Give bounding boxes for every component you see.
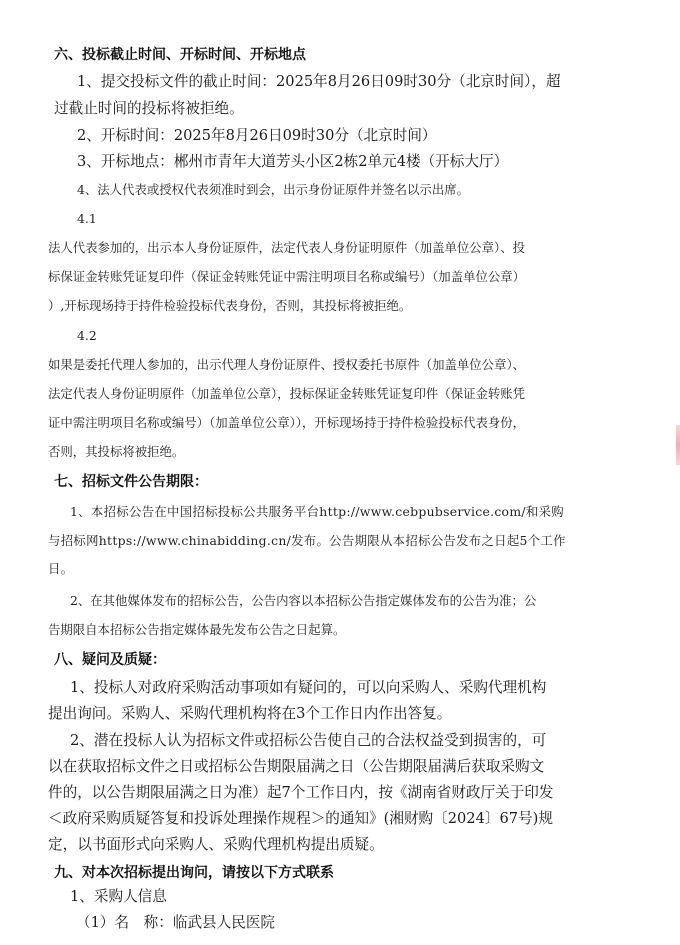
section-6-item-1-line-2: 过截止时间的投标将被拒绝。 [54, 100, 244, 117]
scan-edge-mark [676, 425, 680, 465]
clause-4-1-line-3: ）,开标现场持于持件检验投标代表身份，否则，其投标将被拒绝。 [48, 298, 412, 313]
section-9-item-1: 1、采购人信息 [70, 888, 167, 905]
clause-4-2-line-2: 法定代表人身份证明原件（加盖单位公章），投标保证金转账凭证复印件（保证金转账凭 [48, 386, 526, 401]
section-8-item-2-line-4: ＜政府采购质疑答复和投诉处理操作规程＞的通知》(湘财购〔2024〕67号)规 [48, 810, 553, 827]
section-8-item-2-line-5: 定，以书面形式向采购人、采购代理机构提出质疑。 [48, 836, 384, 853]
clause-4-2-line-1: 如果是委托代理人参加的，出示代理人身份证原件、授权委托书原件（加盖单位公章）、 [48, 357, 526, 372]
section-8-item-2-line-3: 件的，以公告期限届满之日为准）起7个工作日内，按《湖南省财政厅关于印发 [48, 784, 554, 801]
section-8-item-1-line-1: 1、投标人对政府采购活动事项如有疑问的，可以向采购人、采购代理机构 [70, 679, 547, 696]
section-8-item-1-line-2: 提出询问。采购人、采购代理机构将在3个工作日内作出答复。 [48, 705, 452, 722]
clause-4-2-line-3: 证中需注明项目名称或编号）（加盖单位公章）），开标现场持于持件检验投标代表身份， [48, 415, 526, 430]
clause-4-2-number: 4.2 [77, 328, 97, 343]
section-7-item-2-line-1: 2、在其他媒体发布的招标公告，公告内容以本招标公告指定媒体发布的公告为准；公 [70, 593, 537, 608]
section-9-heading: 九、对本次招标提出询问，请按以下方式联系 [54, 865, 334, 881]
section-8-item-2-line-2: 以在获取招标文件之日或招标公告期限届满之日（公告期限届满后获取采购文 [48, 758, 545, 775]
section-6-heading: 六、投标截止时间、开标时间、开标地点 [54, 47, 306, 63]
section-8-heading: 八、疑问及质疑： [54, 652, 166, 668]
section-7-item-1-line-3: 日。 [48, 561, 74, 576]
clause-4-1-line-2: 标保证金转账凭证复印件（保证金转账凭证中需注明项目名称或编号）（加盖单位公章） [48, 269, 526, 284]
section-7-heading: 七、招标文件公告期限： [54, 474, 208, 490]
clause-4-1-line-1: 法人代表参加的，出示本人身份证原件，法定代表人身份证明原件（加盖单位公章）、投 [48, 240, 526, 255]
section-6-item-3: 3、开标地点：郴州市青年大道芳头小区2栋2单元4楼（开标大厅） [77, 153, 509, 170]
section-6-item-2: 2、开标时间：2025年8月26日09时30分（北京时间） [77, 127, 437, 144]
section-6-item-1-line-1: 1、提交投标文件的截止时间：2025年8月26日09时30分（北京时间），超 [77, 73, 561, 90]
section-7-item-1-line-1: 1、本招标公告在中国招标投标公共服务平台http://www.cebpubservice.com/和采购 [70, 504, 564, 519]
section-8-item-2-line-1: 2、潜在投标人认为招标文件或招标公告使自己的合法权益受到损害的，可 [70, 732, 547, 749]
section-6-item-4: 4、法人代表或授权代表须准时到会，出示身份证原件并签名以示出席。 [77, 182, 469, 197]
section-7-item-1-line-2: 与招标网https://www.chinabidding.cn/发布。公告期限从本招标公告发布之日起5个工作 [48, 533, 566, 548]
clause-4-2-line-4: 否则，其投标将被拒绝。 [48, 444, 185, 459]
purchaser-name-line: （1）名 称：临武县人民医院 [76, 914, 276, 931]
section-7-item-2-line-2: 告期限自本招标公告指定媒体最先发布公告之日起算。 [48, 622, 346, 637]
clause-4-1-number: 4.1 [77, 211, 97, 226]
